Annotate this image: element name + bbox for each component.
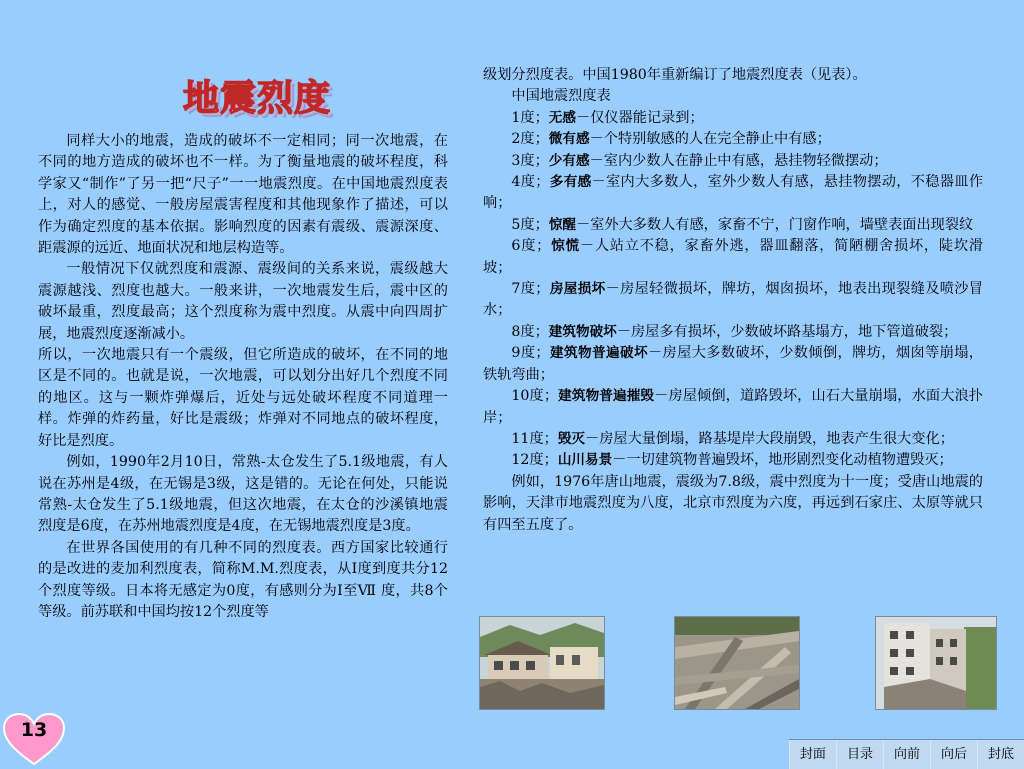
level-name: 微有感	[548, 131, 590, 148]
intensity-level-7	[483, 279, 983, 322]
level-number: 1度；	[511, 109, 549, 126]
level-description: －房屋大多数破坏，少数倾倒，牌坊，烟囱等崩塌，铁轨弯曲；	[483, 345, 983, 383]
level-description: －室外大多数人有感，家畜不宁，门窗作响，墙壁表面出现裂纹	[575, 216, 974, 233]
level-number: 5度；	[511, 216, 549, 233]
level-number: 9度；	[511, 345, 550, 362]
navigation-bar	[789, 739, 1024, 769]
paragraph: 例如，1976年唐山地震，震级为7.8级，震中烈度为十一度；受唐山地震的影响，天津市地震烈度为八度，北京市烈度为六度，再远到石家庄、太原等就只有四至五度了。	[483, 473, 983, 533]
cover-button[interactable]: 封面	[789, 740, 836, 769]
level-description: －仅仪器能记录到；	[575, 109, 704, 126]
level-name: 房屋损坏	[549, 281, 606, 298]
level-number: 11度；	[511, 430, 558, 447]
level-name: 多有感	[549, 174, 592, 191]
paragraph: 一般情况下仅就烈度和震源、震级间的关系来说，震级越大震源越浅、烈度也越大。一般来讲，一次地震发生后，震中区的破坏最重，烈度最高；这个烈度称为震中烈度。从震中向四周扩展，地震烈度逐渐减小。	[38, 261, 448, 342]
intensity-level-10	[483, 386, 983, 429]
level-name: 惊醒	[548, 216, 576, 233]
paragraph: 例如，1990年2月10日，常熟-太仓发生了5.1级地震，有人说在苏州是4级，在无锡是3级，这是错的。无论在何处，只能说常熟-太仓发生了5.1级地震，但这次地震，在太仓的沙溪镇地震烈度是6度，在苏州地震烈度是4度，在无锡地震烈度是3度。	[38, 454, 448, 535]
right-column-text	[483, 65, 983, 536]
intensity-table-title: 中国地震烈度表	[511, 88, 611, 105]
paragraph: 级划分烈度表。中国1980年重新编订了地震烈度表（见表）。	[483, 67, 867, 83]
level-description: －一切建筑物普遍毁坏，地形剧烈变化动植物遭毁灭；	[612, 452, 953, 469]
intensity-level-3	[483, 151, 983, 172]
intensity-level-4	[483, 172, 983, 215]
intensity-level-8	[483, 322, 983, 343]
intensity-level-5	[483, 215, 983, 236]
earthquake-damaged-building-photo	[875, 616, 997, 710]
intensity-level-1	[483, 108, 983, 129]
paragraph: 同样大小的地震，造成的破坏不一定相同；同一次地震，在不同的地方造成的破坏也不一样。为了衡量地震的破坏程度，科学家又“制作”了另一把“尺子”一一地震烈度。在中国地震烈度表上，对人的感觉、一般房屋震害程度和其他现象作了描述，可以作为确定烈度的基本依据。影响烈度的因素有震级、震源深度、距震源的远近、地面状况和地层构造等。	[38, 133, 448, 257]
level-number: 10度；	[511, 388, 559, 405]
intensity-level-11	[483, 429, 983, 450]
level-name: 无感	[548, 109, 576, 126]
level-name: 惊慌	[550, 238, 580, 255]
paragraph: 所以，一次地震只有一个震级，但它所造成的破坏，在不同的地区是不同的。也就是说，一次地震，可以划分出好几个烈度不同的地区。这与一颗炸弹爆后，近处与远处破坏程度不同道理一样。炸弹的炸药量，好比是震级；炸弹对不同地点的破坏程度，好比是烈度。	[38, 347, 448, 449]
earthquake-rubble-photo	[674, 616, 800, 710]
level-number: 8度；	[511, 323, 549, 340]
level-description: －房屋轻微损坏，牌坊，烟囱损坏，地表出现裂缝及喷沙冒水；	[483, 281, 984, 319]
level-name: 山川易景	[557, 452, 613, 469]
level-description: －个特别敏感的人在完全静止中有感；	[589, 131, 831, 148]
level-description: －室内大多数人，室外少数人有感，悬挂物摆动，不稳器皿作响；	[483, 174, 984, 212]
level-description: －房屋大量倒塌，路基堤岸大段崩毁，地表产生很大变化；	[585, 430, 954, 447]
level-number: 6度；	[511, 238, 551, 255]
back-cover-button[interactable]: 封底	[977, 740, 1024, 769]
level-description: －人站立不稳，家畜外逃，器皿翻落，简陋棚舍损坏，陡坎滑坡；	[483, 238, 984, 276]
level-number: 2度；	[511, 131, 549, 148]
level-name: 少有感	[548, 152, 590, 169]
contents-button[interactable]: 目录	[836, 740, 883, 769]
level-number: 3度；	[511, 152, 549, 169]
level-description: －房屋多有损坏，少数破坏路基塌方，地下管道破裂；	[616, 323, 958, 340]
level-number: 7度；	[511, 281, 550, 298]
intensity-level-6	[483, 236, 983, 279]
level-name: 毁灭	[557, 430, 586, 447]
backward-button[interactable]: 向后	[930, 740, 977, 769]
level-name: 建筑物普遍破坏	[549, 345, 648, 362]
page-number: 13	[20, 719, 48, 741]
left-column-text	[38, 131, 448, 623]
level-name: 建筑物破坏	[548, 323, 617, 340]
page-title: 地震烈度	[182, 78, 331, 119]
level-description: －室内少数人在静止中有感，悬挂物轻微摆动；	[589, 152, 888, 169]
intensity-level-9	[483, 343, 983, 386]
level-number: 12度；	[511, 452, 558, 469]
forward-button[interactable]: 向前	[883, 740, 930, 769]
level-name: 建筑物普遍摧毁	[558, 388, 655, 405]
level-number: 4度；	[511, 174, 550, 191]
earthquake-damaged-houses-photo	[479, 616, 605, 710]
level-description: －房屋倾倒，道路毁坏，山石大量崩塌，水面大浪扑岸；	[483, 388, 983, 426]
paragraph: 在世界各国使用的有几种不同的烈度表。西方国家比较通行的是改进的麦加利烈度表，简称M.M.烈度表，从I度到度共分12个烈度等级。日本将无感定为0度，有感则分为I至Ⅶ 度，共8个等级。前苏联和中国均按12个烈度等	[38, 539, 448, 620]
intensity-level-2	[483, 129, 983, 150]
intensity-level-12	[483, 450, 983, 471]
